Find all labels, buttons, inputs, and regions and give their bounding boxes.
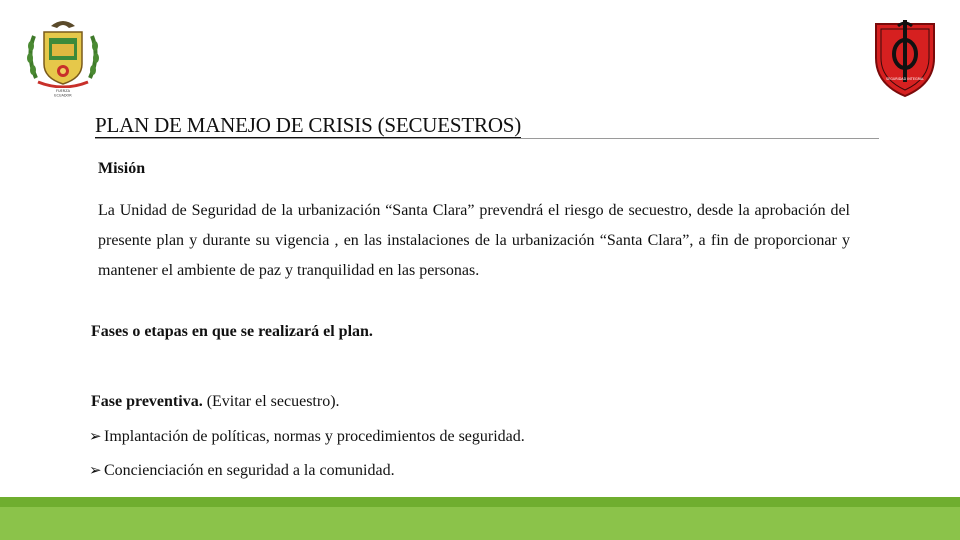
coat-of-arms-logo-icon [24,16,102,98]
fases-heading: Fases o etapas en que se realizará el plan. [91,323,373,340]
fase-preventiva-desc: (Evitar el secuestro). [202,393,340,410]
fase-preventiva-line [91,393,340,411]
arrow-bullet-icon: ➢ [89,461,102,479]
page-title [95,113,879,139]
list-item-text: Concienciación en seguridad a la comunidad. [104,462,395,479]
red-shield-logo-icon [872,16,938,98]
svg-text:SEGURIDAD INTEGRAL: SEGURIDAD INTEGRAL [885,77,925,81]
list-item [89,462,395,480]
mision-paragraph: La Unidad de Seguridad de la urbanización “Santa Clara” prevendrá el riesgo de secuestro, desde la aprobación del presente plan y durante su vigencia , en las instalaciones de la urbanización “Santa Clara”, a fin de proporcionar y mantener el ambiente de paz y tranquilidad en las personas. [98,202,850,279]
svg-text:FUERZA: FUERZA [55,89,71,93]
arrow-bullet-icon: ➢ [89,427,102,445]
fase-preventiva-label: Fase preventiva. [91,393,203,410]
list-item [89,428,525,446]
footer-accent-stripe [0,497,960,507]
mision-heading: Misión [98,160,146,177]
page-title-text: PLAN DE MANEJO DE CRISIS (SECUESTROS) [95,113,522,137]
svg-text:ECUADOR: ECUADOR [54,93,72,98]
list-item-text: Implantación de políticas, normas y procedimientos de seguridad. [104,428,525,445]
